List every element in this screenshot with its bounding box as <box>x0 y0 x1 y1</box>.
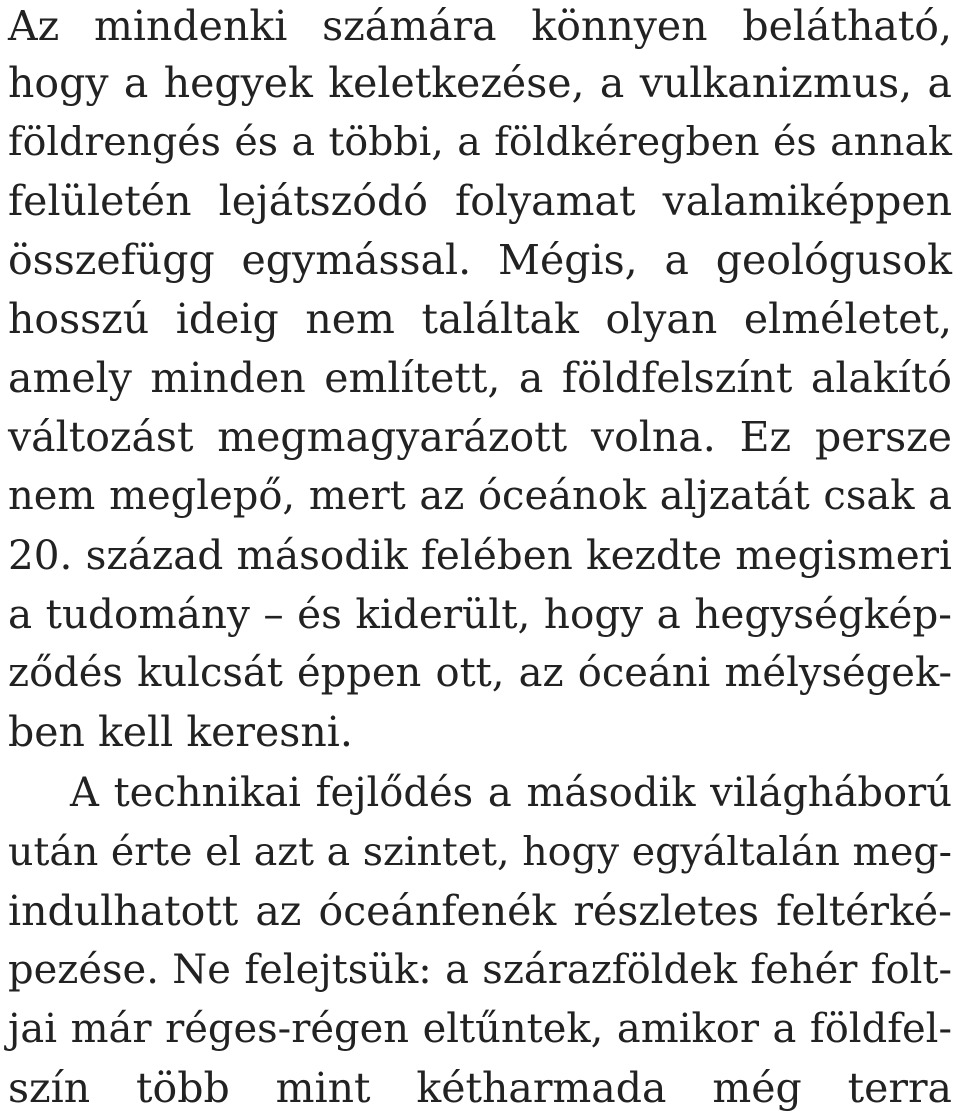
text-line: nem meglepő, mert az óceánok aljzatát csak a <box>8 473 952 519</box>
text-line: 20. század második felében kezdte megismeri <box>8 531 952 579</box>
text-line: összefügg egymással. Mégis, a geológusok <box>8 236 952 284</box>
text-line: pezése. Ne felejtsük: a szárazföldek fehér folt- <box>8 947 952 993</box>
text-line: után érte el azt a szintet, hogy egyáltalán meg- <box>8 829 952 875</box>
text-line: ződés kulcsát éppen ott, az óceáni mélységek- <box>8 650 952 696</box>
text-line: hogy a hegyek keletkezése, a vulkanizmus, a <box>8 59 952 107</box>
text-line: hosszú ideig nem találtak olyan elméletet, <box>8 295 952 343</box>
text-line: változást megmagyarázott volna. Ez persze <box>8 413 952 461</box>
text-line: indulhatott az óceánfenék részletes feltérké- <box>8 887 952 935</box>
text-line: amely minden említett, a földfelszínt alakító <box>8 354 952 402</box>
text-line: ben kell keresni. <box>8 708 353 756</box>
text-line: szín több mint kétharmada még terra <box>8 1064 952 1112</box>
text-line: a tudomány – és kiderült, hogy a hegységkép- <box>8 590 952 638</box>
text-line: jai már réges-régen eltűntek, amikor a földfel- <box>8 1006 952 1052</box>
text-line: földrengés és a többi, a földkéregben és annak <box>8 119 952 165</box>
text-line: A technikai fejlődés a második világháború <box>70 770 952 816</box>
text-line: felületén lejátszódó folyamat valamiképpen <box>8 177 952 225</box>
text-line: Az mindenki számára könnyen belátható, <box>8 2 952 50</box>
